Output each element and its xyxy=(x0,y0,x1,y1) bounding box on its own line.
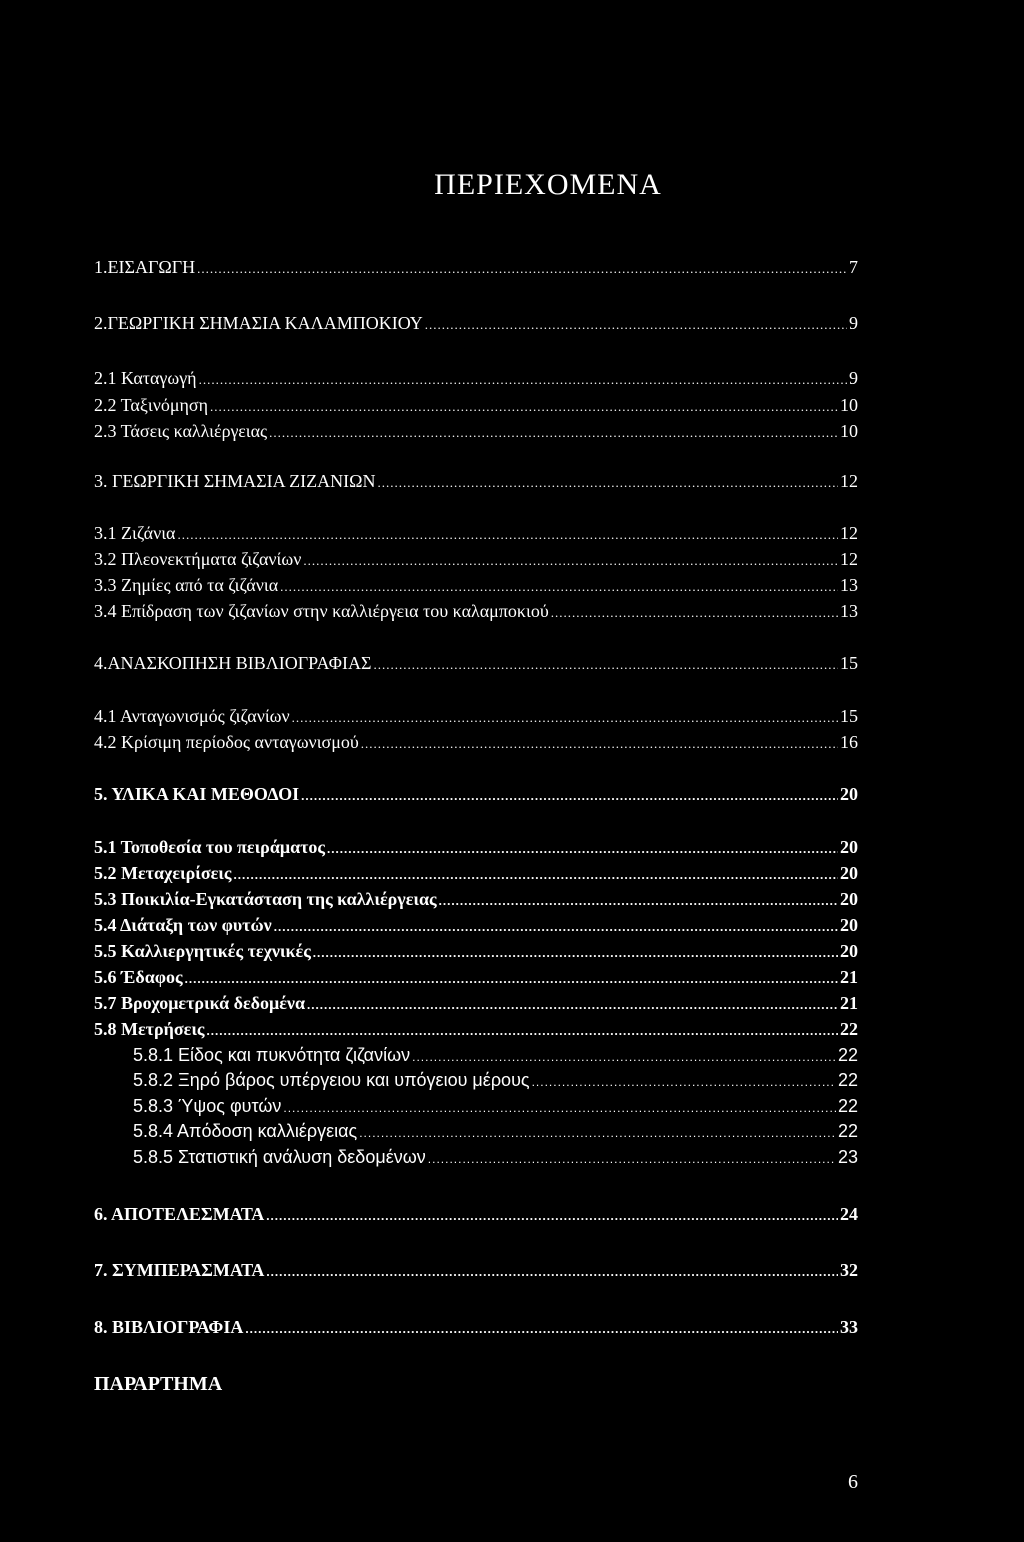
toc-entry-label: 5.5 Καλλιεργητικές τεχνικές xyxy=(94,941,311,961)
toc-entry[interactable] xyxy=(94,705,858,729)
toc-leader-dots xyxy=(245,1318,838,1340)
toc-leader-dots xyxy=(307,994,838,1016)
toc-leader-dots xyxy=(301,785,838,807)
toc-entry-page: 33 xyxy=(840,1317,858,1337)
toc-entry-label: 3.3 Ζημίες από τα ζιζάνια xyxy=(94,575,279,595)
toc-entry-page: 7 xyxy=(849,257,858,277)
toc-entry[interactable] xyxy=(94,783,858,807)
toc-entry[interactable] xyxy=(94,731,858,755)
toc-entry-label: 5.7 Βροχομετρικά δεδομένα xyxy=(94,993,305,1013)
toc-entry-label: 5. ΥΛΙΚΑ ΚΑΙ ΜΕΘΟΔΟΙ xyxy=(94,784,300,804)
toc-entry-label: 5.6 Έδαφος xyxy=(94,967,183,987)
toc-entry[interactable] xyxy=(94,522,858,546)
toc-leader-dots xyxy=(439,890,838,912)
toc-entry[interactable] xyxy=(94,256,858,280)
toc-entry-page: 24 xyxy=(840,1204,858,1224)
toc-leader-dots xyxy=(428,1148,836,1170)
toc-leader-dots xyxy=(177,524,838,546)
toc-entry-page: 20 xyxy=(840,863,858,883)
toc-entry-label: 4.1 Ανταγωνισμός ζιζανίων xyxy=(94,706,290,726)
toc-entry-page: 22 xyxy=(837,1121,858,1141)
toc-leader-dots xyxy=(210,396,838,418)
toc-entry-page: 32 xyxy=(840,1260,858,1280)
toc-leader-dots xyxy=(373,654,838,676)
toc-entry-label: 5.8.5 Στατιστική ανάλυση δεδομένων xyxy=(133,1147,426,1167)
toc-leader-dots xyxy=(280,576,838,598)
toc-entry[interactable] xyxy=(94,1316,858,1340)
toc-entry-page: 13 xyxy=(840,575,858,595)
toc-entry-label: 2.3 Τάσεις καλλιέργειας xyxy=(94,421,268,441)
toc-entry[interactable] xyxy=(133,1044,858,1068)
toc-leader-dots xyxy=(185,968,838,990)
toc-entry-label: 4.ΑΝΑΣΚΟΠΗΣΗ ΒΙΒΛΙΟΓΡΑΦΙΑΣ xyxy=(94,653,372,673)
page-title: ΠΕΡΙΕΧΟΜΕΝΑ xyxy=(434,168,662,201)
toc-entry-page: 12 xyxy=(840,471,858,491)
toc-entry[interactable] xyxy=(94,470,858,494)
toc-leader-dots xyxy=(359,1122,836,1144)
toc-entry-page: 22 xyxy=(840,1019,858,1039)
toc-entry[interactable] xyxy=(94,600,858,624)
toc-leader-dots xyxy=(532,1071,836,1093)
toc-entry-label: 6. ΑΠΟΤΕΛΕΣΜΑΤΑ xyxy=(94,1204,265,1224)
appendix-heading: ΠΑΡΑΡΤΗΜΑ xyxy=(94,1373,223,1395)
toc-entry-label: 4.2 Κρίσιμη περίοδος ανταγωνισμού xyxy=(94,732,359,752)
toc-leader-dots xyxy=(283,1097,836,1119)
toc-entry[interactable] xyxy=(94,966,858,990)
toc-entry-page: 21 xyxy=(840,967,858,987)
toc-entry-page: 21 xyxy=(840,993,858,1013)
toc-entry[interactable] xyxy=(94,914,858,938)
toc-entry[interactable] xyxy=(94,548,858,572)
toc-entry-label: 5.8.2 Ξηρό βάρος υπέργειου και υπόγειου μέρους xyxy=(133,1070,530,1090)
toc-entry-label: 2.ΓΕΩΡΓΙΚΗ ΣΗΜΑΣΙΑ ΚΑΛΑΜΠΟΚΙΟΥ xyxy=(94,313,423,333)
toc-leader-dots xyxy=(269,422,838,444)
toc-entry-page: 20 xyxy=(840,837,858,857)
toc-entry-label: 7. ΣΥΜΠΕΡΑΣΜΑΤΑ xyxy=(94,1260,265,1280)
toc-leader-dots xyxy=(313,942,838,964)
toc-entry-page: 12 xyxy=(840,549,858,569)
toc-entry-page: 12 xyxy=(840,523,858,543)
toc-entry[interactable] xyxy=(94,1259,858,1283)
toc-entry-page: 20 xyxy=(840,784,858,804)
toc-entry-page: 15 xyxy=(840,706,858,726)
toc-entry[interactable] xyxy=(94,367,858,391)
toc-entry-label: 5.8.1 Είδος και πυκνότητα ζιζανίων xyxy=(133,1045,411,1065)
toc-entry-page: 22 xyxy=(837,1070,858,1090)
toc-entry[interactable] xyxy=(94,652,858,676)
toc-entry-label: 5.8.4 Απόδοση καλλιέργειας xyxy=(133,1121,358,1141)
toc-entry[interactable] xyxy=(94,420,858,444)
page-number: 6 xyxy=(848,1471,858,1493)
toc-leader-dots xyxy=(551,602,838,624)
toc-entry-page: 23 xyxy=(837,1147,858,1167)
toc-entry[interactable] xyxy=(133,1069,858,1093)
toc-entry-label: 3. ΓΕΩΡΓΙΚΗ ΣΗΜΑΣΙΑ ΖΙΖΑΝΙΩΝ xyxy=(94,471,376,491)
toc-leader-dots xyxy=(303,550,838,572)
toc-entry[interactable] xyxy=(133,1120,858,1144)
toc-entry-page: 20 xyxy=(840,915,858,935)
toc-entry-label: 3.1 Ζιζάνια xyxy=(94,523,176,543)
toc-entry-label: 3.4 Επίδραση των ζιζανίων στην καλλιέργεια του καλαμποκιού xyxy=(94,601,549,621)
toc-entry[interactable] xyxy=(133,1146,858,1170)
toc-entry-page: 13 xyxy=(840,601,858,621)
toc-entry-label: 3.2 Πλεονεκτήματα ζιζανίων xyxy=(94,549,302,569)
toc-entry[interactable] xyxy=(94,1018,858,1042)
toc-entry[interactable] xyxy=(94,312,858,336)
toc-leader-dots xyxy=(199,369,847,391)
toc-entry-label: 2.2 Ταξινόμηση xyxy=(94,395,209,415)
toc-entry-label: 5.3 Ποικιλία-Εγκατάσταση της καλλιέργειας xyxy=(94,889,437,909)
toc-entry-label: 2.1 Καταγωγή xyxy=(94,368,197,388)
toc-leader-dots xyxy=(292,707,838,729)
toc-entry-page: 9 xyxy=(849,313,858,333)
toc-leader-dots xyxy=(207,1020,839,1042)
toc-entry[interactable] xyxy=(94,836,858,860)
toc-entry[interactable] xyxy=(94,1203,858,1227)
toc-entry[interactable] xyxy=(94,394,858,418)
toc-entry-label: 5.8.3 Ύψος φυτών xyxy=(133,1096,282,1116)
toc-leader-dots xyxy=(274,916,838,938)
toc-entry-page: 15 xyxy=(840,653,858,673)
toc-leader-dots xyxy=(197,258,847,280)
toc-entry-page: 22 xyxy=(837,1096,858,1116)
toc-entry[interactable] xyxy=(133,1095,858,1119)
toc-leader-dots xyxy=(266,1205,838,1227)
toc-leader-dots xyxy=(233,864,838,886)
toc-entry[interactable] xyxy=(94,888,858,912)
toc-leader-dots xyxy=(266,1261,838,1283)
toc-leader-dots xyxy=(361,733,838,755)
toc-leader-dots xyxy=(327,838,838,860)
toc-leader-dots xyxy=(378,472,839,494)
toc-entry-page: 10 xyxy=(840,421,858,441)
toc-entry[interactable] xyxy=(94,940,858,964)
toc-entry-label: 8. ΒΙΒΛΙΟΓΡΑΦΙΑ xyxy=(94,1317,244,1337)
toc-entry-label: 5.2 Μεταχειρίσεις xyxy=(94,863,232,883)
toc-entry-page: 22 xyxy=(837,1045,858,1065)
toc-entry[interactable] xyxy=(94,862,858,886)
toc-entry-page: 10 xyxy=(840,395,858,415)
toc-entry[interactable] xyxy=(94,992,858,1016)
toc-leader-dots xyxy=(412,1046,836,1068)
toc-entry-page: 20 xyxy=(840,889,858,909)
toc-entry-label: 5.1 Τοποθεσία του πειράματος xyxy=(94,837,326,857)
toc-entry[interactable] xyxy=(94,574,858,598)
toc-entry-page: 20 xyxy=(840,941,858,961)
toc-entry-label: 5.4 Διάταξη των φυτών xyxy=(94,915,272,935)
toc-entry-page: 16 xyxy=(840,732,858,752)
toc-entry-page: 9 xyxy=(849,368,858,388)
toc-entry-label: 5.8 Μετρήσεις xyxy=(94,1019,205,1039)
toc-leader-dots xyxy=(425,314,847,336)
toc-entry-label: 1.ΕΙΣΑΓΩΓΗ xyxy=(94,257,196,277)
